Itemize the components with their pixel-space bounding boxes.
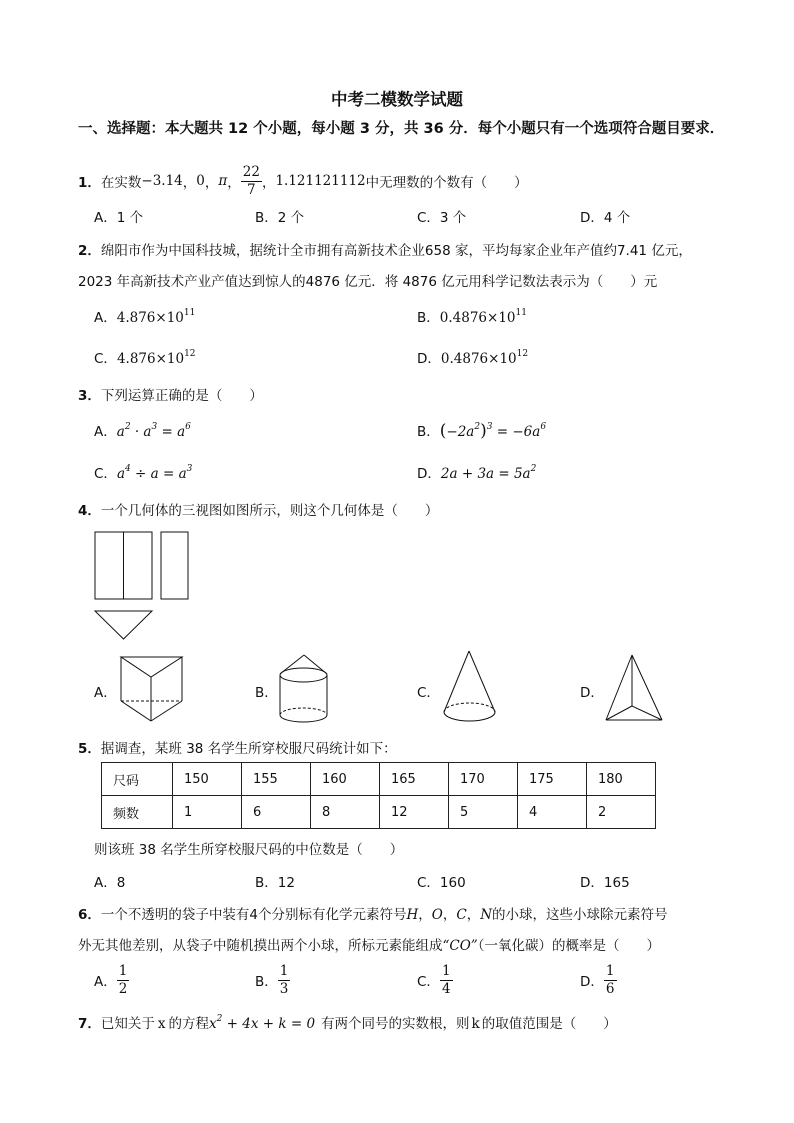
option-label: B． bbox=[255, 974, 278, 990]
element-symbol: O bbox=[431, 907, 443, 923]
option-label: B． bbox=[417, 310, 440, 326]
question-text: 一个不透明的袋子中装有4个分别标有化学元素符号 bbox=[100, 907, 407, 923]
option-d bbox=[580, 960, 617, 1000]
question-3 bbox=[78, 384, 263, 404]
option-a: A．1 个 bbox=[94, 210, 144, 226]
option-c bbox=[417, 960, 453, 1000]
question-text: 下列运算正确的是（ ） bbox=[100, 388, 263, 404]
table-cell: 2 bbox=[587, 796, 656, 829]
option-c: C．160 bbox=[417, 875, 466, 891]
option-d: D．165 bbox=[580, 875, 630, 891]
table-cell: 180 bbox=[587, 763, 656, 796]
option-a-label: A． bbox=[94, 685, 117, 701]
table-header-cell: 频数 bbox=[102, 796, 173, 829]
option-d bbox=[417, 462, 536, 482]
question-1 bbox=[78, 164, 528, 198]
question-text: 外无其他差别，从袋子中随机摸出两个小球，所标元素能组成 bbox=[78, 938, 443, 954]
option-value: 4.876×10 bbox=[116, 310, 184, 326]
option-label: C． bbox=[94, 351, 117, 367]
option-b bbox=[417, 306, 527, 326]
question-text: 有两个同号的实数根，则 bbox=[321, 1016, 470, 1032]
option-d bbox=[417, 347, 528, 367]
exponent: 11 bbox=[183, 308, 196, 318]
option-label: D． bbox=[417, 466, 441, 482]
side-view bbox=[161, 532, 188, 599]
equation: $x^2 + 4x + k = 0$ bbox=[209, 1014, 316, 1032]
table-cell: 1 bbox=[173, 796, 242, 829]
table-cell: 165 bbox=[380, 763, 449, 796]
formula: $(-2a^2)^3 = -6a^6$ bbox=[439, 421, 547, 441]
exponent: 11 bbox=[515, 308, 527, 318]
number: 1.121121112 bbox=[275, 173, 366, 189]
numerator: 1 bbox=[441, 962, 451, 979]
fraction bbox=[440, 963, 453, 998]
separator: ， bbox=[261, 175, 276, 191]
formula: “CO” bbox=[442, 938, 478, 954]
numerator: 22 bbox=[242, 163, 260, 180]
question-number: 7． bbox=[78, 1016, 101, 1032]
option-c: C．3 个 bbox=[417, 210, 467, 226]
table-cell: 170 bbox=[449, 763, 518, 796]
separator: ， bbox=[442, 907, 457, 923]
question-text: 的方程 bbox=[168, 1016, 210, 1032]
option-label: B． bbox=[417, 424, 440, 440]
question-text: 的小球，这些小球除元素符号 bbox=[492, 907, 668, 923]
question-text: 绵阳市作为中国科技城，据统计全市拥有高新技术企业658 家，平均每家企业年产值约7.41 亿元， bbox=[100, 243, 692, 259]
denominator: 6 bbox=[605, 980, 615, 997]
option-b bbox=[255, 960, 290, 1000]
option-label: A． bbox=[94, 310, 117, 326]
option-label: D． bbox=[580, 974, 604, 990]
question-text: 中无理数的个数有（ ） bbox=[365, 175, 528, 191]
numerator: 1 bbox=[279, 962, 289, 979]
option-label: A． bbox=[94, 974, 117, 990]
element-symbol: C bbox=[456, 907, 467, 923]
table-cell: 6 bbox=[242, 796, 311, 829]
denominator: 2 bbox=[118, 980, 128, 997]
three-view-diagram bbox=[90, 527, 200, 643]
section-heading: 一、选择题：本大题共 12 个小题，每小题 3 分，共 36 分．每个小题只有一个选项符合题目要求． bbox=[78, 121, 725, 137]
cone-on-cylinder-figure bbox=[275, 652, 333, 726]
question-number: 3． bbox=[78, 388, 101, 404]
element-symbol: H bbox=[406, 907, 419, 923]
table-cell: 5 bbox=[449, 796, 518, 829]
question-number: 6． bbox=[78, 907, 101, 923]
option-b: B．12 bbox=[255, 875, 295, 891]
table-cell: 12 bbox=[380, 796, 449, 829]
option-d-label: D． bbox=[580, 685, 604, 701]
top-view bbox=[95, 611, 152, 639]
option-value: 0.4876×10 bbox=[440, 351, 517, 367]
triangular-pyramid-figure bbox=[602, 652, 666, 724]
question-text: 已知关于 bbox=[100, 1016, 155, 1032]
denominator: 7 bbox=[247, 181, 256, 198]
option-c bbox=[94, 462, 192, 482]
question-text: 一个几何体的三视图如图所示，则这个几何体是（ ） bbox=[100, 503, 439, 519]
pi-symbol: π bbox=[218, 173, 228, 189]
option-value: 0.4876×10 bbox=[439, 310, 516, 326]
question-5 bbox=[78, 737, 397, 757]
separator: ， bbox=[418, 907, 432, 923]
formula: $a^2 \cdot a^3 = a^6$ bbox=[116, 422, 191, 440]
table-header-cell: 尺码 bbox=[102, 763, 173, 796]
question-7 bbox=[78, 1012, 617, 1032]
option-value: 4.876×10 bbox=[116, 351, 185, 367]
option-a bbox=[94, 306, 195, 326]
question-2-line2: 2023 年高新技术产业产值达到惊人的4876 亿元．将 4876 亿元用科学记数法表示为（ ）元 bbox=[78, 274, 658, 290]
separator: ， bbox=[204, 175, 219, 191]
denominator: 4 bbox=[441, 980, 451, 997]
table-cell: 155 bbox=[242, 763, 311, 796]
numerator: 1 bbox=[605, 962, 615, 979]
separator: ， bbox=[466, 907, 481, 923]
denominator: 3 bbox=[279, 980, 289, 997]
exponent: 12 bbox=[184, 349, 196, 359]
question-6-line2 bbox=[78, 934, 660, 954]
triangular-prism-figure bbox=[116, 652, 188, 724]
table-cell: 8 bbox=[311, 796, 380, 829]
question-6 bbox=[78, 903, 668, 923]
number: −3.14 bbox=[141, 173, 183, 189]
table-cell: 175 bbox=[518, 763, 587, 796]
number: 0 bbox=[196, 173, 205, 189]
table-cell: 4 bbox=[518, 796, 587, 829]
option-b bbox=[417, 420, 546, 441]
option-label: C． bbox=[94, 466, 117, 482]
question-text: 据调查，某班 38 名学生所穿校服尺码统计如下： bbox=[100, 741, 397, 757]
option-a bbox=[94, 420, 191, 440]
fraction bbox=[241, 164, 262, 199]
question-number: 1． bbox=[78, 175, 101, 191]
option-a: A．8 bbox=[94, 875, 126, 891]
option-d: D．4 个 bbox=[580, 210, 631, 226]
exponent: 12 bbox=[516, 349, 529, 359]
fraction bbox=[604, 963, 617, 998]
numerator: 1 bbox=[118, 962, 128, 979]
option-b: B．2 个 bbox=[255, 210, 305, 226]
option-a bbox=[94, 960, 129, 1000]
question-text: 的取值范围是（ ） bbox=[481, 1016, 617, 1032]
question-2 bbox=[78, 239, 692, 259]
option-b-label: B． bbox=[255, 685, 278, 701]
variable: k bbox=[471, 1016, 480, 1032]
option-c bbox=[94, 347, 196, 367]
size-frequency-table bbox=[101, 762, 656, 829]
question-text: 在实数 bbox=[100, 175, 142, 191]
option-label: A． bbox=[94, 424, 117, 440]
fraction bbox=[117, 963, 130, 998]
question-4 bbox=[78, 499, 438, 519]
formula: $a^4 \div a = a^3$ bbox=[116, 464, 193, 482]
table-cell: 160 bbox=[311, 763, 380, 796]
option-label: C． bbox=[417, 974, 440, 990]
option-c-label: C． bbox=[417, 685, 440, 701]
page-title: 中考二模数学试题 bbox=[331, 90, 463, 109]
separator: ， bbox=[227, 175, 241, 191]
option-label: D． bbox=[417, 351, 441, 367]
cone-figure bbox=[440, 648, 500, 728]
question-number: 2． bbox=[78, 243, 101, 259]
table-row bbox=[102, 796, 656, 829]
question-5-prompt: 则该班 38 名学生所穿校服尺码的中位数是（ ） bbox=[94, 842, 404, 858]
question-text: （一氧化碳）的概率是（ ） bbox=[477, 938, 660, 954]
question-number: 4． bbox=[78, 503, 101, 519]
table-row bbox=[102, 763, 656, 796]
element-symbol: N bbox=[480, 907, 493, 923]
table-cell: 150 bbox=[173, 763, 242, 796]
question-number: 5． bbox=[78, 741, 101, 757]
fraction bbox=[278, 963, 291, 998]
separator: ， bbox=[182, 175, 197, 191]
variable: x bbox=[157, 1016, 166, 1032]
formula: $2a + 3a = 5a^2$ bbox=[440, 464, 537, 482]
